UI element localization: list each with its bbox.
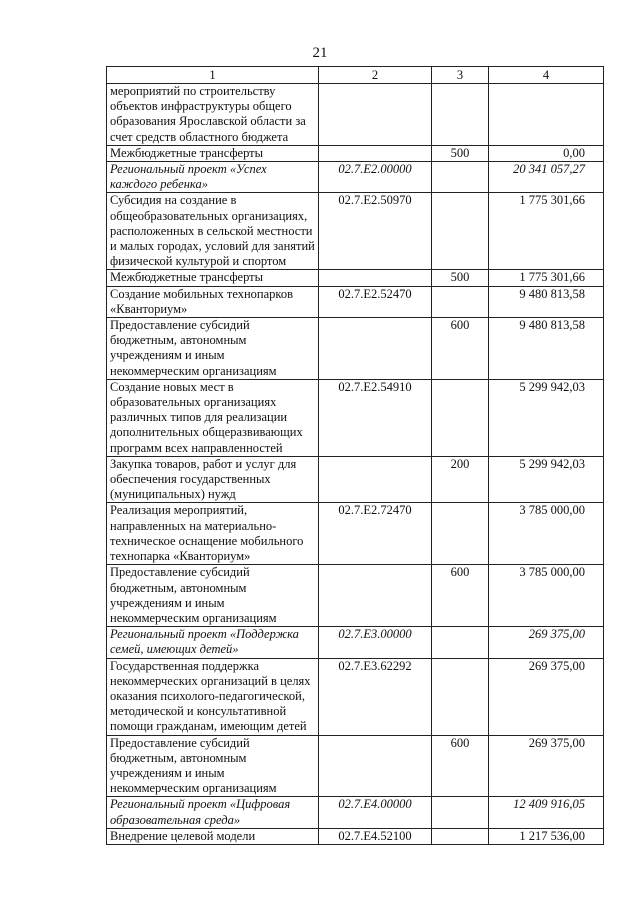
row-code-cell: 02.7.E2.50970 — [319, 193, 432, 270]
row-amount-cell — [489, 84, 604, 146]
row-amount-cell: 269 375,00 — [489, 658, 604, 735]
row-amount-cell: 1 775 301,66 — [489, 193, 604, 270]
row-type-cell: 600 — [432, 318, 489, 380]
row-amount-cell: 1 775 301,66 — [489, 270, 604, 286]
row-code-cell — [319, 145, 432, 161]
column-header: 2 — [319, 67, 432, 84]
row-name-cell: Предоставление субсидий бюджетным, автономным учреждениям и иным некоммерческим организациям — [107, 318, 319, 380]
column-header: 3 — [432, 67, 489, 84]
row-amount-cell: 5 299 942,03 — [489, 379, 604, 456]
row-type-cell — [432, 84, 489, 146]
row-code-cell: 02.7.E3.62292 — [319, 658, 432, 735]
row-type-cell — [432, 286, 489, 317]
row-code-cell: 02.7.E3.00000 — [319, 627, 432, 658]
table-row — [107, 193, 604, 270]
row-name-cell: Закупка товаров, работ и услуг для обеспечения государственных (муниципальных) нужд — [107, 456, 319, 503]
table-row — [107, 456, 604, 503]
table-row — [107, 627, 604, 658]
row-name-cell: Реализация мероприятий, направленных на материально-техническое оснащение мобильного технопарка «Кванториум» — [107, 503, 319, 565]
table-header-row — [107, 67, 604, 84]
row-type-cell: 600 — [432, 735, 489, 797]
row-type-cell — [432, 828, 489, 844]
row-code-cell — [319, 270, 432, 286]
table-row — [107, 84, 604, 146]
row-type-cell: 500 — [432, 145, 489, 161]
row-type-cell: 500 — [432, 270, 489, 286]
row-name-cell: Предоставление субсидий бюджетным, автономным учреждениям и иным некоммерческим организациям — [107, 735, 319, 797]
row-name-cell: Государственная поддержка некоммерческих организаций в целях оказания психолого-педагогической, методической и консультативной помощи гражданам, имеющим детей — [107, 658, 319, 735]
row-name-cell: Межбюджетные трансферты — [107, 270, 319, 286]
table-row — [107, 379, 604, 456]
row-amount-cell: 9 480 813,58 — [489, 318, 604, 380]
row-code-cell: 02.7.E2.54910 — [319, 379, 432, 456]
row-code-cell: 02.7.E2.72470 — [319, 503, 432, 565]
row-code-cell — [319, 735, 432, 797]
row-code-cell: 02.7.E4.52100 — [319, 828, 432, 844]
row-code-cell — [319, 318, 432, 380]
row-amount-cell: 269 375,00 — [489, 627, 604, 658]
row-amount-cell: 20 341 057,27 — [489, 162, 604, 193]
row-name-cell: мероприятий по строительству объектов инфраструктуры общего образования Ярославской области за счет средств областного бюджета — [107, 84, 319, 146]
column-header: 1 — [107, 67, 319, 84]
budget-table — [106, 66, 604, 845]
page-number: 21 — [312, 45, 328, 61]
table-row — [107, 797, 604, 828]
row-type-cell — [432, 503, 489, 565]
table-row — [107, 503, 604, 565]
table-row — [107, 828, 604, 844]
row-name-cell: Региональный проект «Цифровая образовательная среда» — [107, 797, 319, 828]
row-type-cell: 600 — [432, 565, 489, 627]
row-name-cell: Региональный проект «Поддержка семей, имеющих детей» — [107, 627, 319, 658]
row-code-cell — [319, 84, 432, 146]
row-type-cell — [432, 658, 489, 735]
row-name-cell: Внедрение целевой модели — [107, 828, 319, 844]
row-code-cell — [319, 456, 432, 503]
column-header: 4 — [489, 67, 604, 84]
row-code-cell: 02.7.E4.00000 — [319, 797, 432, 828]
row-type-cell — [432, 162, 489, 193]
row-name-cell: Создание мобильных технопарков «Кванториум» — [107, 286, 319, 317]
row-type-cell — [432, 627, 489, 658]
row-amount-cell: 3 785 000,00 — [489, 503, 604, 565]
row-type-cell — [432, 797, 489, 828]
row-name-cell: Региональный проект «Успех каждого ребенка» — [107, 162, 319, 193]
row-type-cell — [432, 379, 489, 456]
row-amount-cell: 12 409 916,05 — [489, 797, 604, 828]
table-row — [107, 658, 604, 735]
row-amount-cell: 9 480 813,58 — [489, 286, 604, 317]
row-type-cell: 200 — [432, 456, 489, 503]
table-row — [107, 145, 604, 161]
row-amount-cell: 1 217 536,00 — [489, 828, 604, 844]
table-row — [107, 286, 604, 317]
row-name-cell: Предоставление субсидий бюджетным, автономным учреждениям и иным некоммерческим организациям — [107, 565, 319, 627]
row-name-cell: Создание новых мест в образовательных организациях различных типов для реализации дополнительных общеразвивающих программ всех направленностей — [107, 379, 319, 456]
row-amount-cell: 269 375,00 — [489, 735, 604, 797]
row-amount-cell: 5 299 942,03 — [489, 456, 604, 503]
row-code-cell — [319, 565, 432, 627]
table-row — [107, 735, 604, 797]
row-name-cell: Субсидия на создание в общеобразовательных организациях, расположенных в сельской местности и малых городах, условий для занятий физической культурой и спортом — [107, 193, 319, 270]
row-name-cell: Межбюджетные трансферты — [107, 145, 319, 161]
row-code-cell: 02.7.E2.00000 — [319, 162, 432, 193]
table-row — [107, 162, 604, 193]
row-amount-cell: 0,00 — [489, 145, 604, 161]
row-code-cell: 02.7.E2.52470 — [319, 286, 432, 317]
table-row — [107, 318, 604, 380]
row-type-cell — [432, 193, 489, 270]
row-amount-cell: 3 785 000,00 — [489, 565, 604, 627]
table-row — [107, 270, 604, 286]
table-row — [107, 565, 604, 627]
